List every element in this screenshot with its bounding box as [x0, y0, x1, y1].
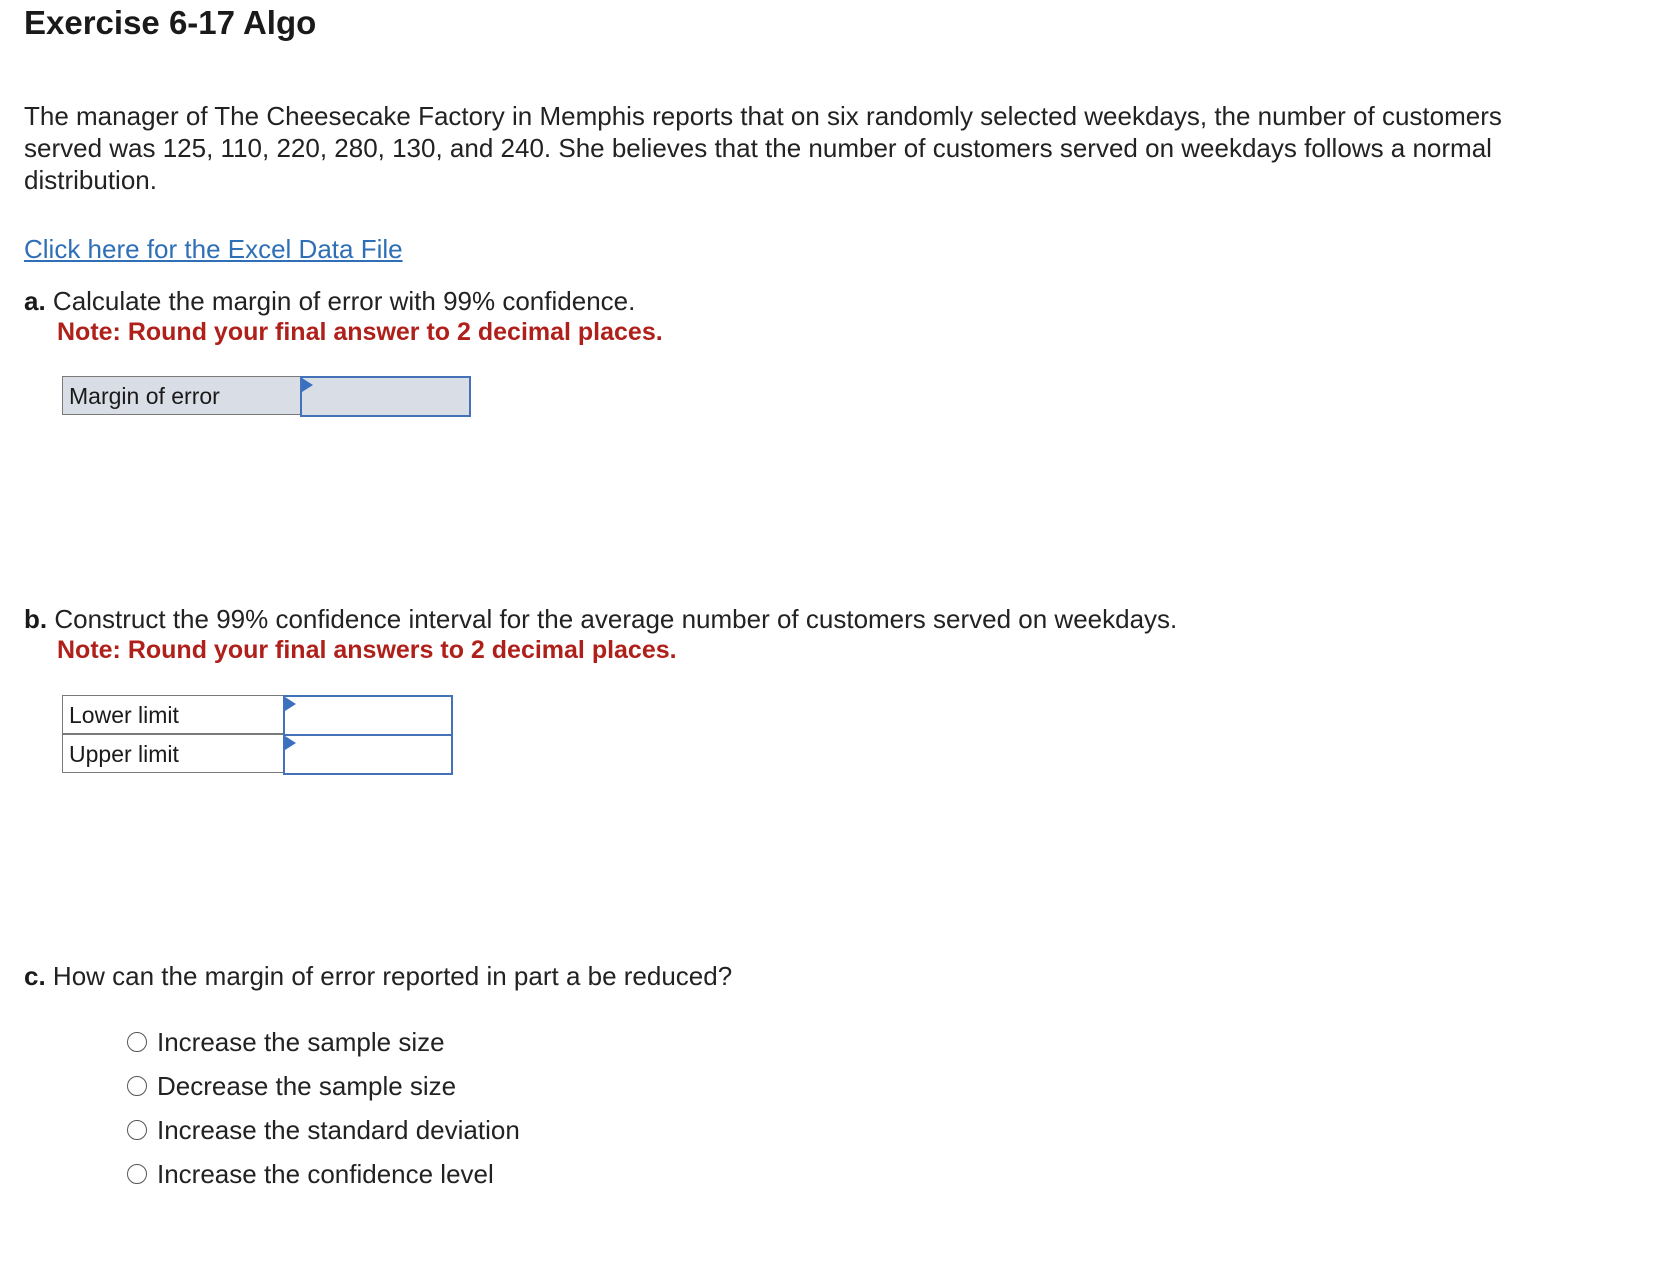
option-label: Increase the standard deviation — [157, 1114, 520, 1145]
radio-button[interactable] — [127, 1120, 147, 1140]
part-a-question-text: Calculate the margin of error with 99% confidence. — [52, 286, 636, 316]
problem-statement — [24, 100, 1644, 196]
margin-of-error-input[interactable] — [300, 376, 471, 417]
option-label: Increase the confidence level — [157, 1158, 494, 1189]
part-b-note: Note: Round your final answers to 2 decimal places. — [57, 636, 677, 664]
problem-statement-line-1: The manager of The Cheesecake Factory in Memphis reports that on six randomly selected weekdays, the number of customers — [24, 101, 1502, 131]
option-decrease-sample-size[interactable] — [127, 1069, 456, 1103]
option-increase-standard-deviation[interactable] — [127, 1113, 520, 1147]
option-label: Decrease the sample size — [157, 1070, 457, 1101]
radio-button[interactable] — [127, 1164, 147, 1184]
part-b-question-text: Construct the 99% confidence interval for the average number of customers served on weekdays. — [54, 604, 1178, 634]
lower-limit-label: Lower limit — [62, 695, 284, 734]
radio-button[interactable] — [127, 1032, 147, 1052]
option-increase-sample-size[interactable] — [127, 1025, 445, 1059]
exercise-title: Exercise 6-17 Algo — [24, 4, 317, 41]
problem-statement-line-3: distribution. — [24, 165, 157, 195]
part-b-letter: b. — [24, 604, 48, 634]
option-label: Increase the sample size — [157, 1026, 445, 1057]
part-c-question-text: How can the margin of error reported in part a be reduced? — [52, 961, 733, 991]
problem-statement-line-2: served was 125, 110, 220, 280, 130, and 240. She believes that the number of customers served on weekdays follows a normal — [24, 133, 1492, 163]
radio-button[interactable] — [127, 1076, 147, 1096]
part-a-question — [24, 286, 635, 317]
option-increase-confidence-level[interactable] — [127, 1157, 494, 1191]
excel-data-file-link[interactable]: Click here for the Excel Data File — [24, 234, 403, 264]
upper-limit-input[interactable] — [283, 734, 453, 775]
upper-limit-label: Upper limit — [62, 734, 284, 773]
part-b-question — [24, 604, 1177, 635]
part-a-note: Note: Round your final answer to 2 decimal places. — [57, 318, 663, 346]
part-c-letter: c. — [24, 961, 46, 991]
part-a-letter: a. — [24, 286, 46, 316]
part-c-question — [24, 961, 732, 992]
margin-of-error-label: Margin of error — [62, 376, 301, 415]
lower-limit-input[interactable] — [283, 695, 453, 736]
